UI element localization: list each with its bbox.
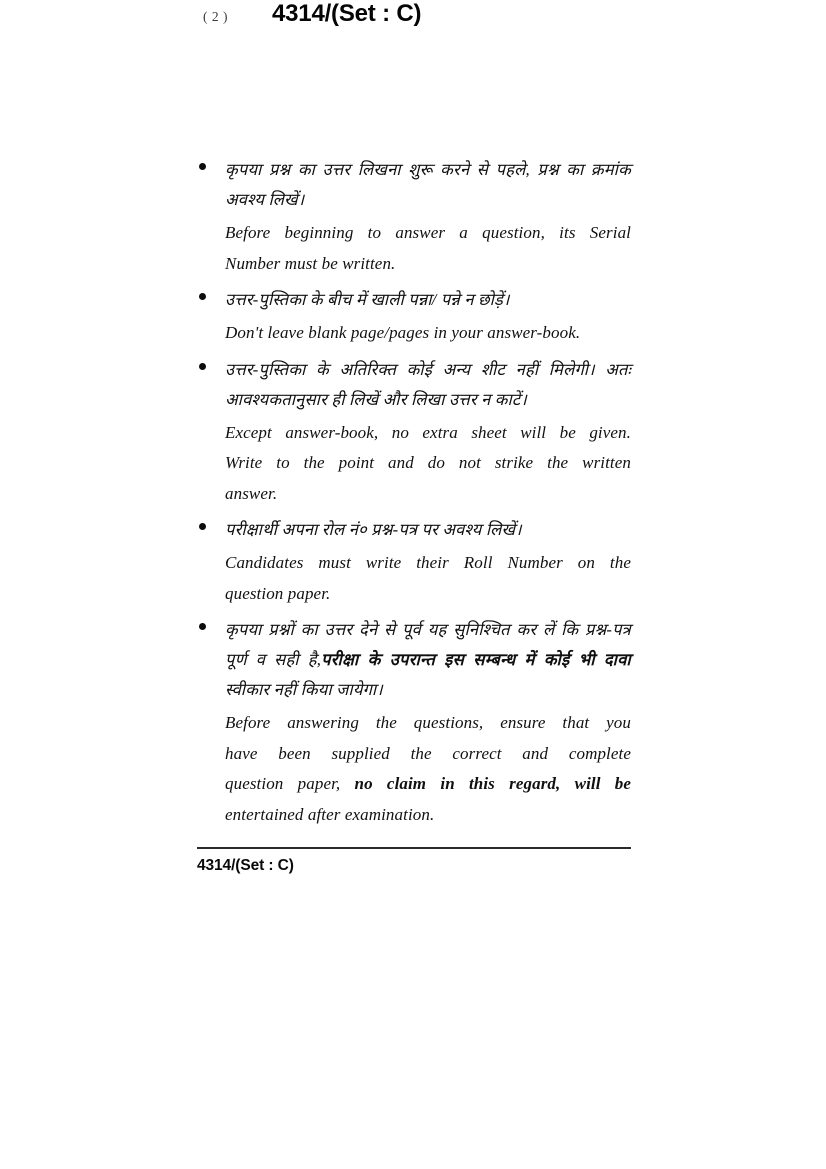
hindi-line-mixed [225, 645, 631, 675]
instruction-2-hindi [225, 285, 631, 315]
hindi-line-normal: पूर्ण व सही है, [225, 650, 322, 669]
english-line: have been supplied the correct and complete [225, 743, 631, 763]
instruction-item-2 [197, 285, 631, 349]
english-line: Write to the point and do not strike the written [225, 453, 631, 472]
instruction-5-english [225, 708, 631, 830]
english-line-bold: entertained after examination. [225, 804, 435, 824]
paper-code-header: 4314/(Set : C) [272, 0, 422, 27]
instruction-3-hindi [225, 355, 631, 415]
instruction-3-english [225, 418, 631, 510]
hindi-line: परीक्षार्थी अपना रोल नं० प्रश्न-पत्र पर अवश्य लिखें। [225, 520, 522, 539]
hindi-line-bold: स्वीकार नहीं किया जायेगा। [225, 680, 383, 699]
bullet-icon [199, 623, 206, 630]
instruction-4-hindi [225, 515, 631, 545]
instruction-4-english [225, 548, 631, 609]
english-line: Candidates must write their Roll Number on the [225, 553, 631, 572]
hindi-line: उत्तर-पुस्तिका के बीच में खाली पन्ना/ पन्ने न छोड़ें। [225, 290, 510, 309]
english-line: Except answer-book, no extra sheet will be given. [225, 422, 631, 442]
instruction-item-5 [197, 615, 631, 830]
bullet-icon [199, 523, 206, 530]
english-line: Before beginning to answer a question, its Serial [225, 223, 631, 242]
english-line: Don't leave blank page/pages in your answer-book. [225, 323, 581, 342]
bullet-icon [199, 293, 206, 300]
footer-divider [197, 847, 631, 849]
hindi-line: आवश्यकतानुसार ही लिखें और लिखा उत्तर न काटें। [225, 389, 527, 409]
english-line: Number must be written. [225, 253, 396, 273]
instructions-list [197, 155, 631, 830]
instruction-item-3 [197, 355, 631, 510]
hindi-line: कृपया प्रश्नों का उत्तर देने से पूर्व यह सुनिश्चित कर लें कि प्रश्न-पत्र [225, 620, 631, 639]
hindi-line: कृपया प्रश्न का उत्तर लिखना शुरू करने से पहले, प्रश्न का क्रमांक [225, 160, 631, 179]
instruction-1-hindi [225, 155, 631, 215]
page-number: ( 2 ) [203, 9, 228, 24]
hindi-line: अवश्य लिखें। [225, 190, 305, 209]
instruction-5-hindi [225, 615, 631, 705]
english-line: Before answering the questions, ensure that you [225, 713, 631, 732]
instruction-1-english [225, 218, 631, 279]
english-line-bold: will be [574, 774, 632, 793]
instruction-2-english [225, 318, 631, 349]
hindi-line-bold: परीक्षा के उपरान्त इस सम्बन्ध में कोई भी दावा [321, 650, 631, 669]
english-line: answer. [225, 483, 278, 503]
bullet-icon [199, 363, 206, 370]
hindi-line: उत्तर-पुस्तिका के अतिरिक्त कोई अन्य शीट नहीं मिलेगी। अतः [225, 359, 631, 379]
english-line-normal: question paper, [225, 774, 341, 793]
instruction-item-1 [197, 155, 631, 279]
english-line-mixed [225, 769, 631, 800]
english-line-bold: no claim in this regard, [354, 774, 561, 793]
footer-paper-code: 4314/(Set : C) [197, 857, 294, 874]
instructions-container [197, 155, 631, 836]
english-line: question paper. [225, 583, 331, 603]
bullet-icon [199, 163, 206, 170]
instruction-item-4 [197, 515, 631, 609]
page-header [0, 0, 826, 36]
